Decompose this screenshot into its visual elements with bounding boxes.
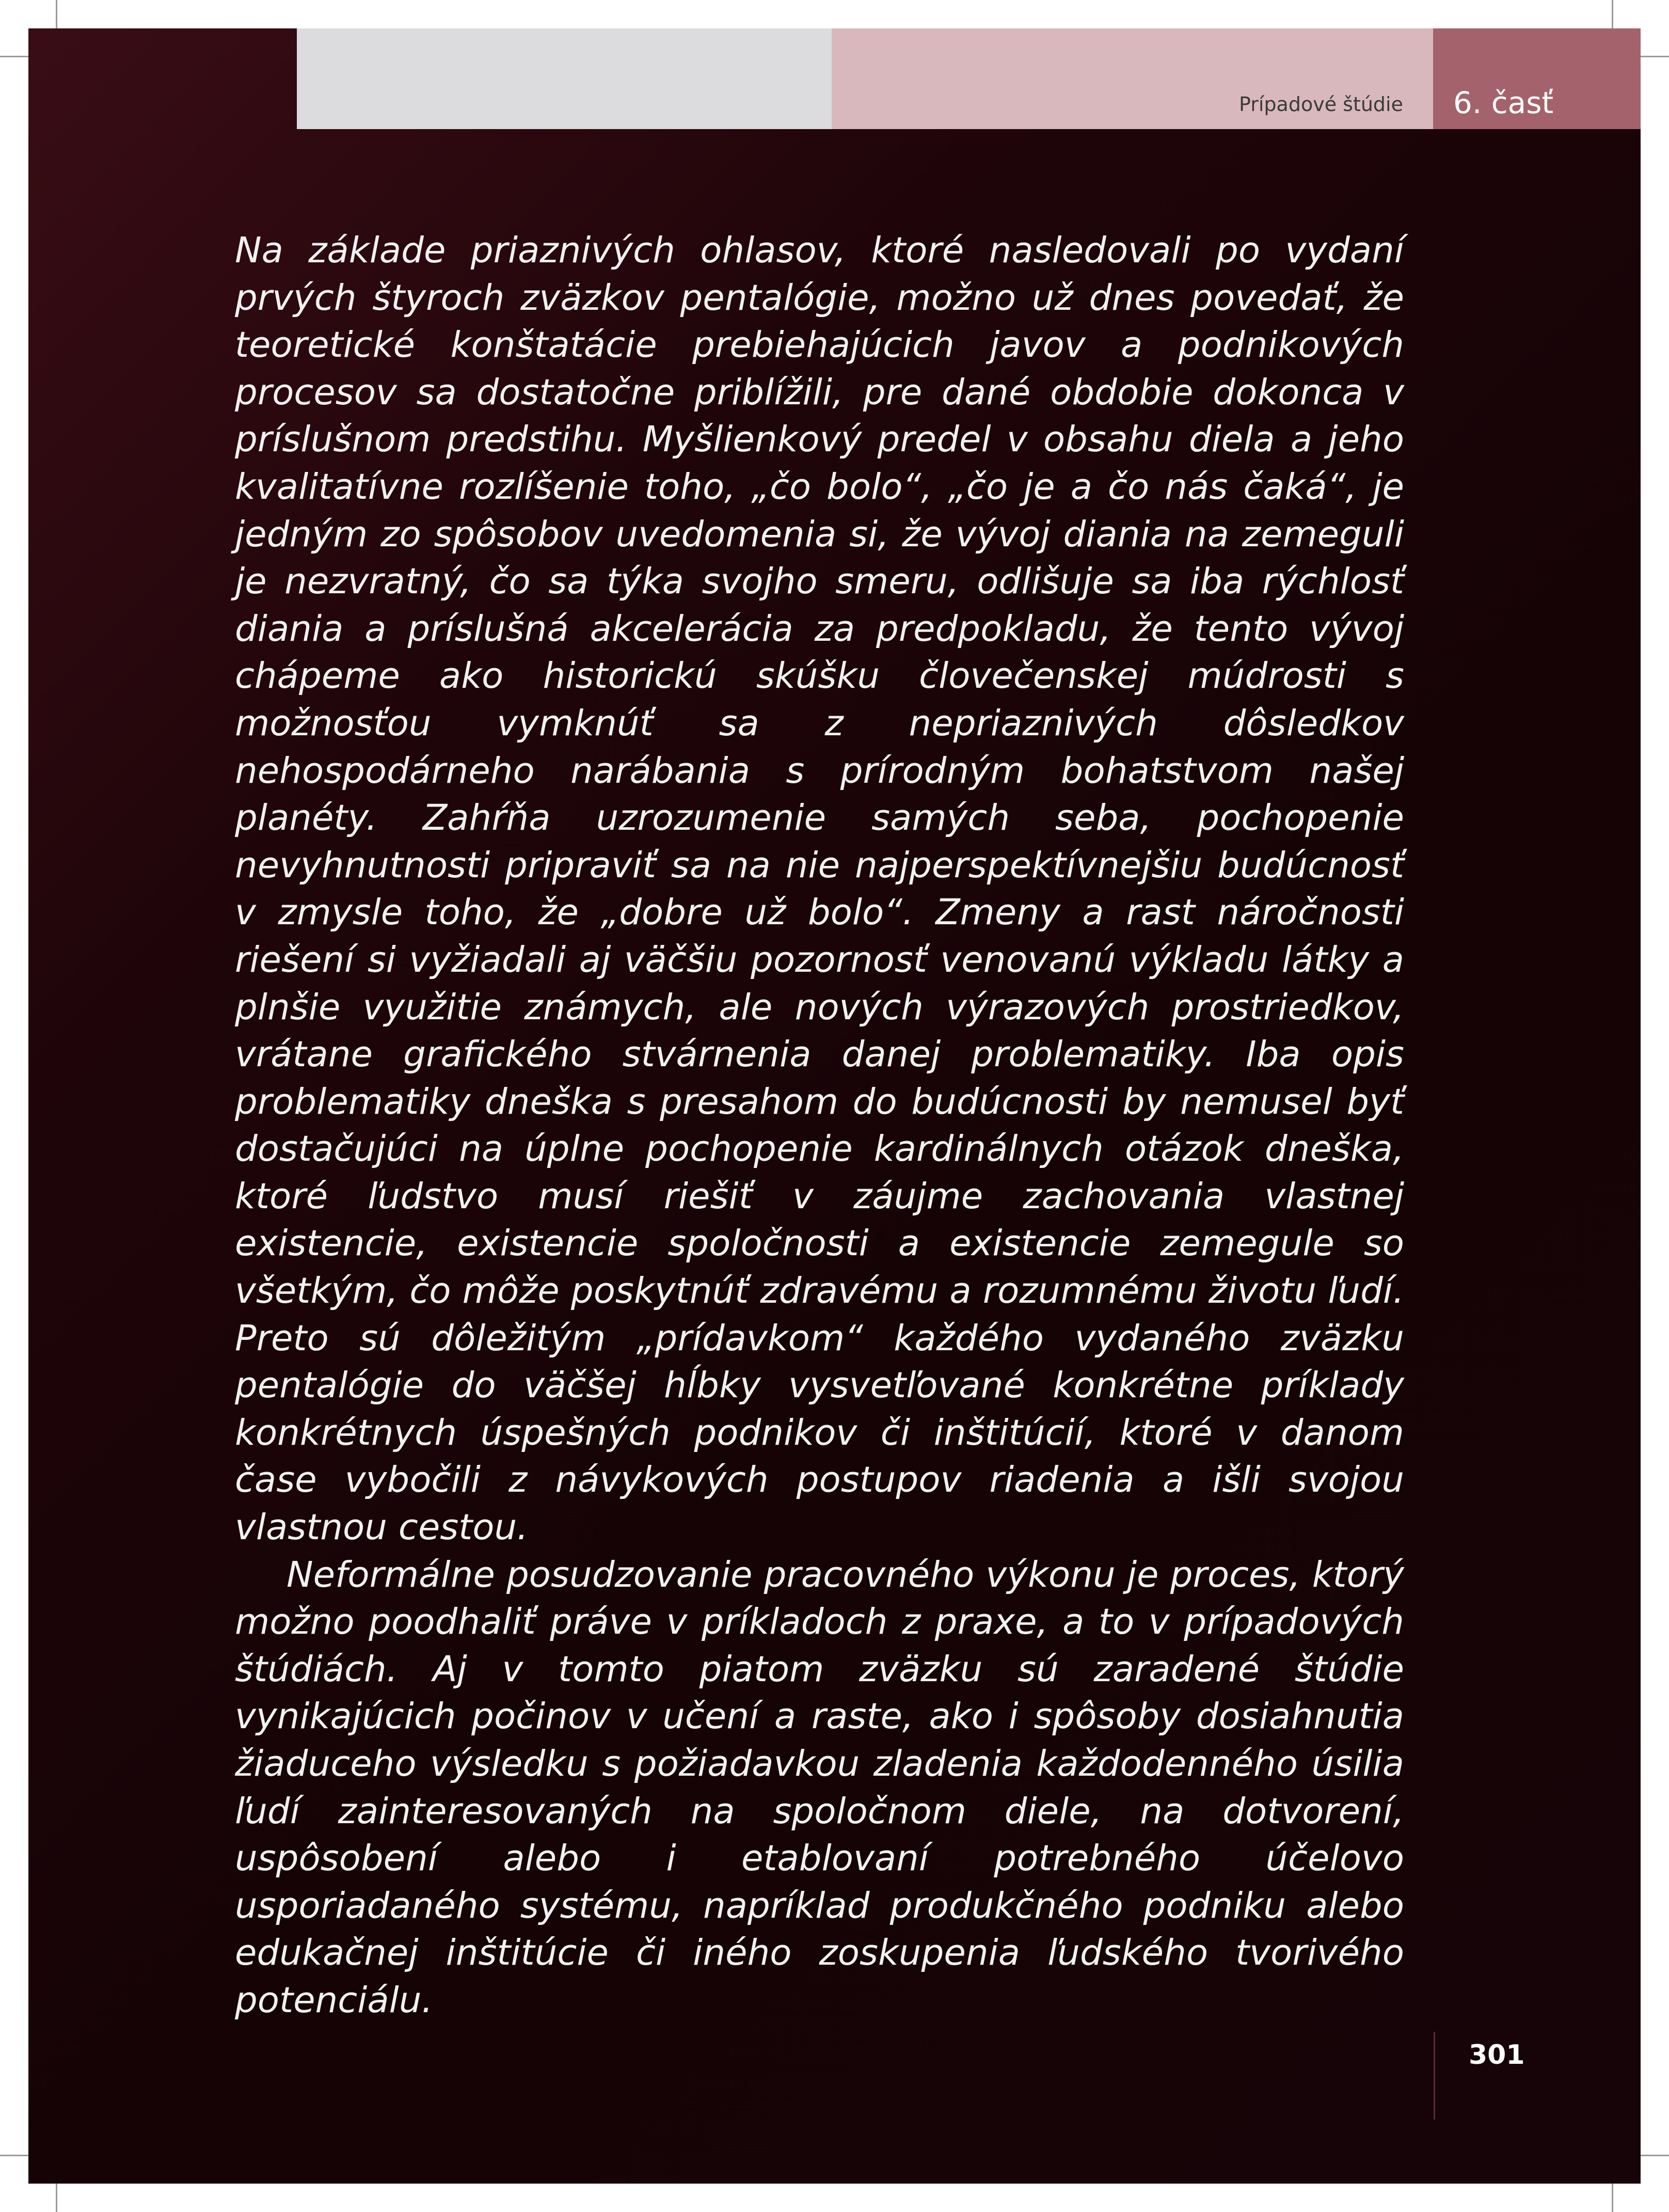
paragraph: Neformálne posudzovanie pracovného výkonu je proces, ktorý možno poodhaliť práve v príkladoch z praxe, a to v prípadových štúdiách. Aj v tomto piatom zväzku sú zaradené štúdie vynikajúcich počinov v učení a raste, ako i spôsoby dosiahnutia žiaduceho výsledku s požiadavkou zladenia každodenného úsilia ľudí zainteresovaných na spoločnom diele, na dotvorení, uspôsobení alebo i etablovaní potrebného účelovo usporiadaného systému, napríklad produkčného podniku alebo edukačnej inštitúcie či iného zoskupenia ľudského tvorivého potenciálu. bbox=[235, 1554, 1404, 2021]
paragraph: Na základe priaznivých ohlasov, ktoré nasledovali po vydaní prvých štyroch zväzkov pentalógie, možno už dnes povedať, že teoretické konštatácie prebiehajúcich javov a podnikových procesov sa dostatočne priblížili, pre dané obdobie dokonca v príslušnom predstihu. Myšlienkový predel v obsahu diela a jeho kvalitatívne rozlíšenie toho, „čo bolo“, „čo je a čo nás čaká“, je jedným zo spôsobov uvedomenia si, že vývoj diania na zemeguli je nezvratný, čo sa týka svojho smeru, odlišuje sa iba rýchlosť diania a príslušná akcelerácia za predpokladu, že tento vývoj chápeme ako historickú skúšku človečenskej múdrosti s možnosťou vymknúť sa z nepriaznivých dôsledkov nehospodárneho narábania s prírodným bohatstvom našej planéty. Zahŕňa uzrozumenie samých seba, pochopenie nevyhnutnosti pripraviť sa na nie najperspektívnejšiu budúcnosť v zmysle toho, že „dobre už bolo“. Zmeny a rast náročnosti riešení si vyžiadali aj väčšiu pozornosť venovanú výkladu látky a plnšie využitie známych, ale nových výrazových prostriedkov, vrátane grafického stvárnenia danej problematiky. Iba opis problematiky dneška s presahom do budúcnosti by nemusel byť dostačujúci na úplne pochopenie kardinálnych otázok dneška, ktoré ľudstvo musí riešiť v záujme zachovania vlastnej existencie, existencie spoločnosti a existencie zemegule so všetkým, čo môže poskytnúť zdravému a rozumnému životu ľudí. Preto sú dôležitým „prídavkom“ každého vydaného zväzku pentalógie do väčšej hĺbky vysvetľované konkrétne príklady konkrétnych úspešných podnikov či inštitúcií, ktoré v danom čase vybočili z návykových postupov riadenia a išli svojou vlastnou cestou. bbox=[235, 230, 1404, 1549]
body-text bbox=[235, 227, 1404, 2025]
running-header-section: Prípadové štúdie bbox=[1239, 93, 1403, 116]
running-header-part: 6. časť bbox=[1453, 85, 1554, 120]
footer-rule bbox=[1434, 2032, 1435, 2120]
header-band-grey bbox=[297, 28, 832, 129]
book-page bbox=[28, 28, 1641, 2184]
page-number: 301 bbox=[1469, 2040, 1525, 2071]
